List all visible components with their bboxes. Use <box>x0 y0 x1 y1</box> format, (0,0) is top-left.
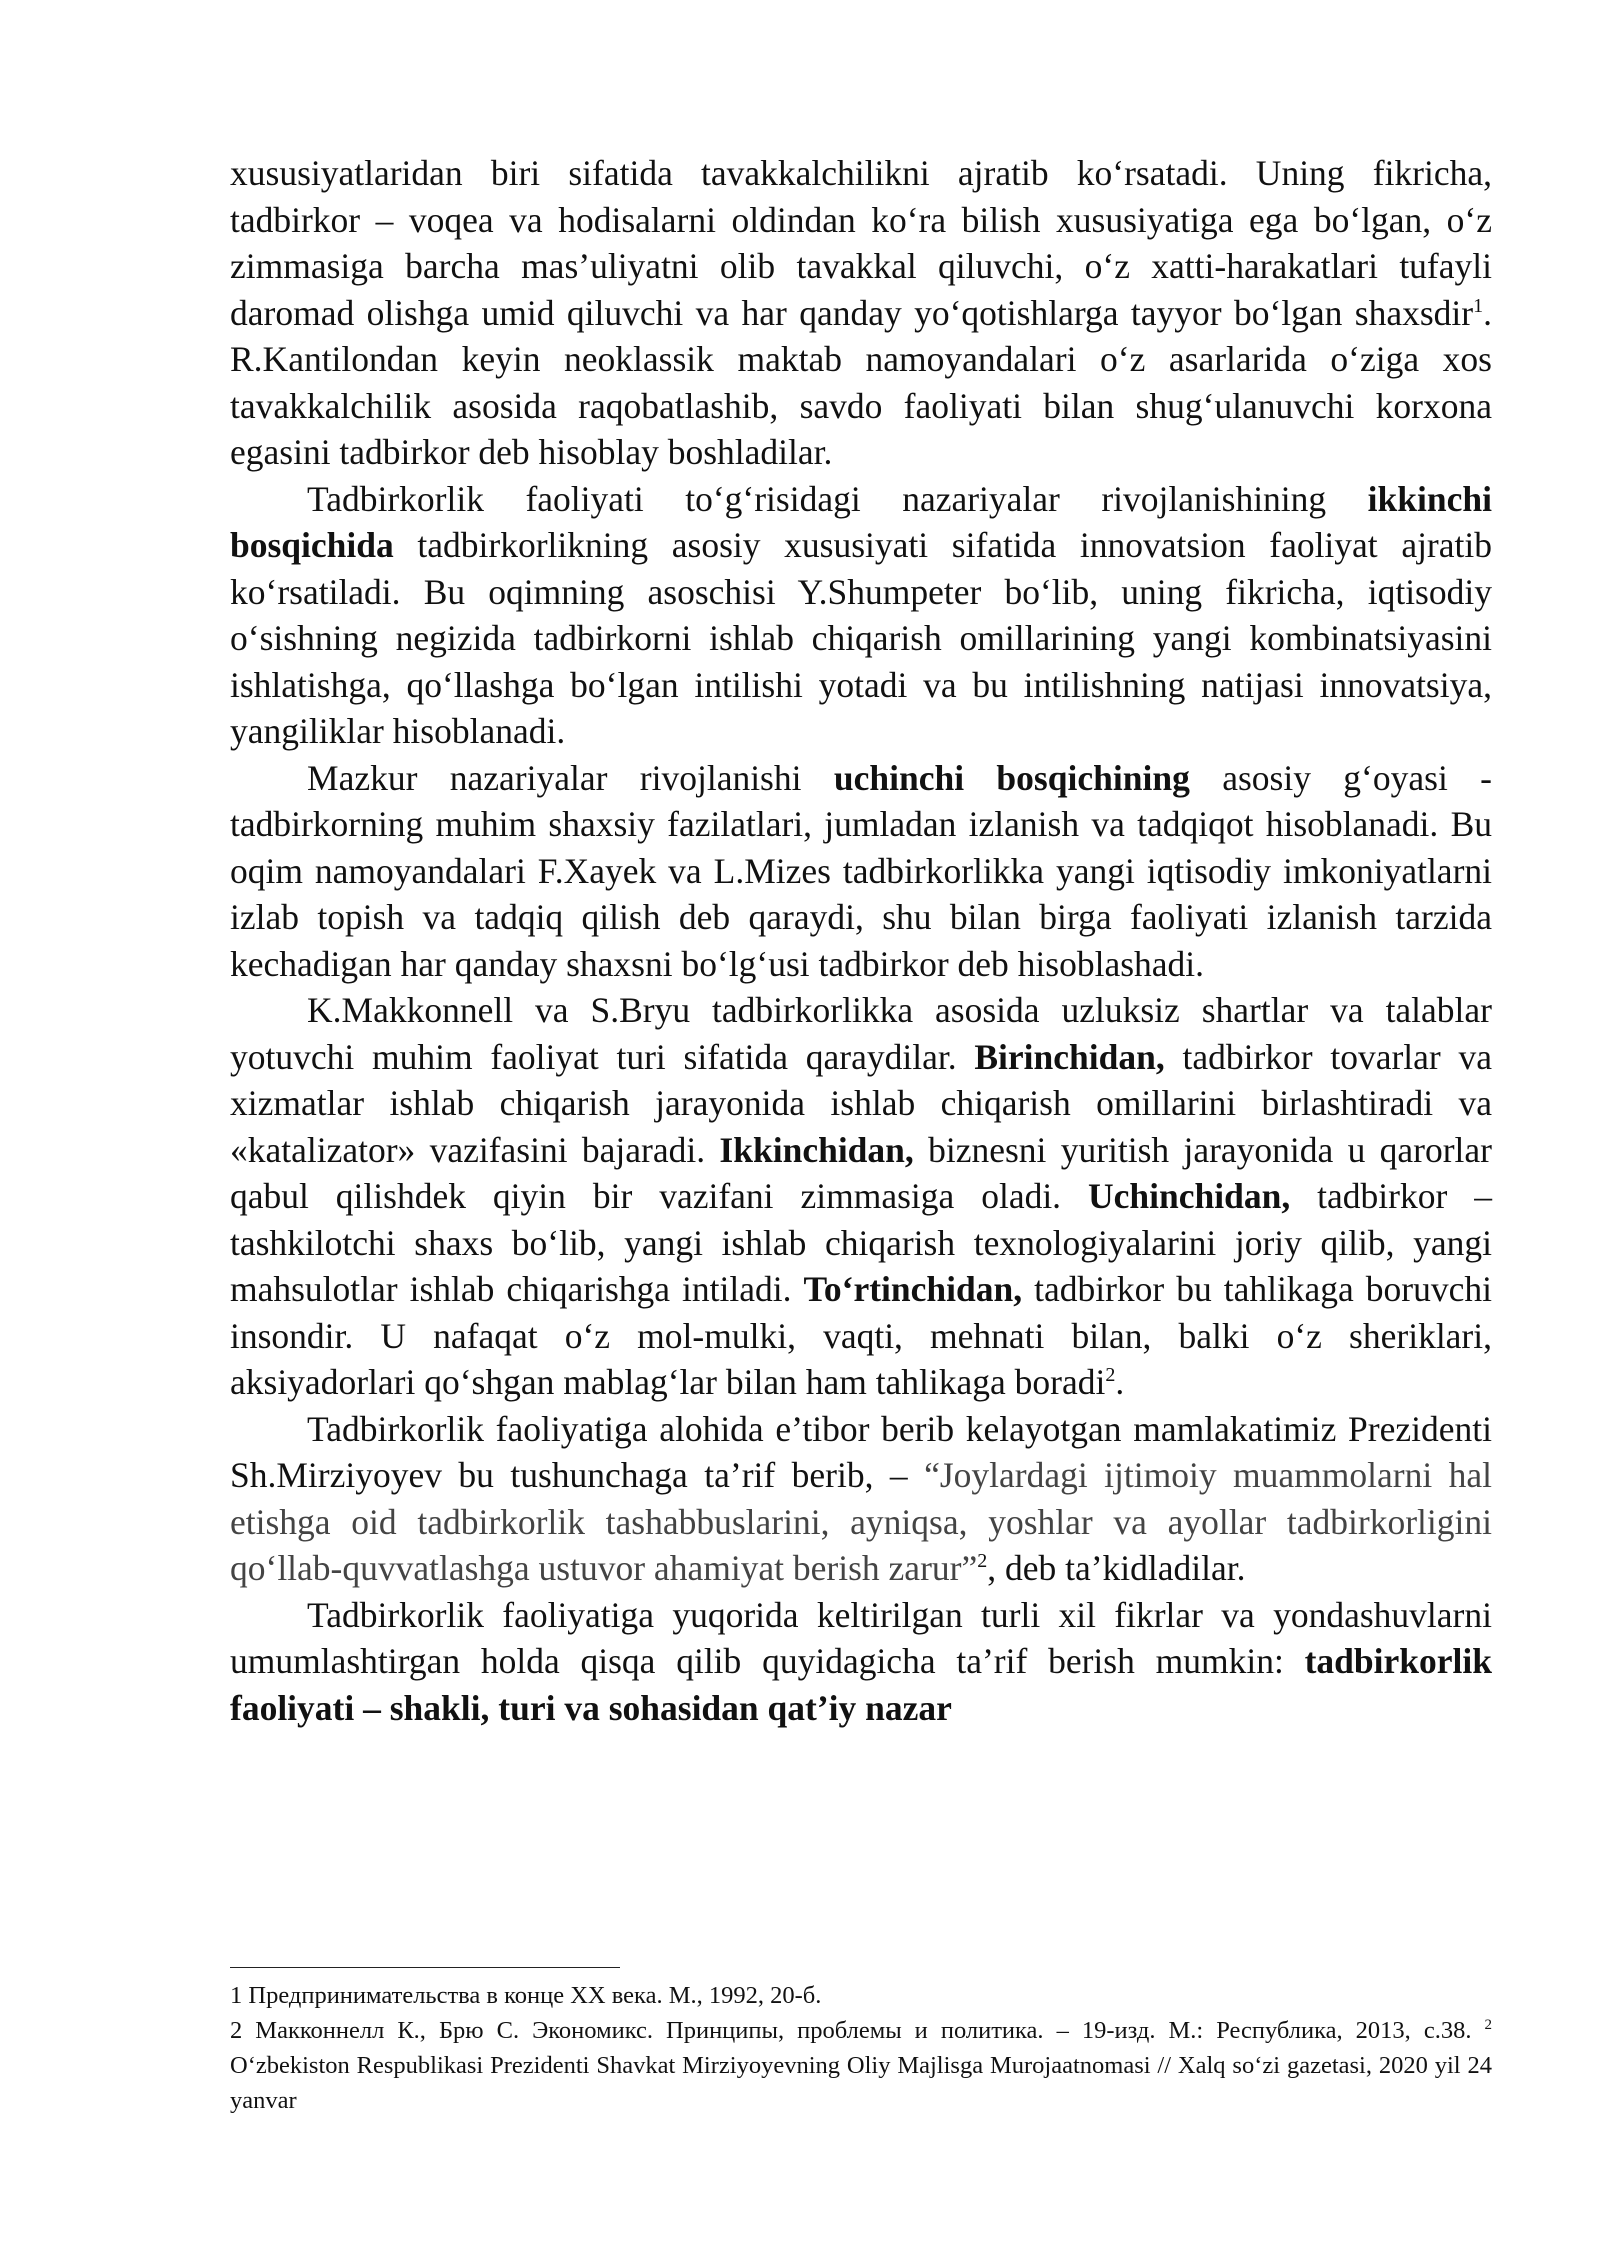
text-run: K.Makkonnell va S.Bryu tadbirkorlikka asosida uzluksiz shartlar va talablar yotuvchi muhim faoliyat turi sifatida qaraydilar. <box>230 990 1492 1077</box>
footnote-marker: 1 <box>1473 294 1484 317</box>
footnote <box>230 2013 1492 2118</box>
text-run: xususiyatlaridan biri sifatida tavakkalchilikni ajratib koʻrsatadi. Uning fikricha, tadbirkor – voqea va hodisalarni oldindan koʻra bilish xususiyatiga ega boʻlgan, oʻz zimmasiga barcha mas’uliyatni olib tavakkal qiluvchi, oʻz xatti-harakatlari tufayli daromad olishga umid qiluvchi va har qanday yoʻqotishlarga tayyor boʻlgan shaxsdir <box>230 153 1492 333</box>
body-text <box>230 150 1492 1731</box>
text-run: tadbirkor tovarlar va xizmatlar ishlab chiqarish jarayonida ishlab chiqarish omillarini birlashtiradi va «katalizator» vazifasini bajaradi. <box>230 1036 1492 1170</box>
text-run: 1 Предпринимательства в конце XX века. М., 1992, 20-б. <box>230 1982 822 2009</box>
bold-text-run: ikkinchi bosqichida <box>230 478 1492 565</box>
text-run: Tadbirkorlik faoliyatiga alohida e’tibor berib kelayotgan mamlakatimiz Prezidenti Sh.Mirziyoyev bu tushunchaga ta’rif berib, – <box>230 1408 1492 1495</box>
text-run: tadbirkor – tashkilotchi shaxs boʻlib, yangi ishlab chiqarish texnologiyalarini joriy qilib, yangi mahsulotlar ishlab chiqarishga intiladi. <box>230 1176 1492 1309</box>
footnote-separator <box>230 1967 620 1968</box>
footnote-marker: 2 <box>1484 2016 1492 2033</box>
text-run: . <box>1115 1362 1125 1402</box>
footnote-marker: 2 <box>1105 1364 1116 1387</box>
bold-text-run: tadbirkorlik faoliyati – shakli, turi va sohasidan qat’iy nazar <box>230 1641 1492 1728</box>
footnote <box>230 1978 1492 2013</box>
text-run: Mazkur nazariyalar rivojlanishi <box>307 757 834 798</box>
bold-text-run: Uchinchidan, <box>1088 1176 1291 1216</box>
text-run: , deb ta’kidladilar. <box>987 1548 1246 1588</box>
bold-text-run: uchinchi bosqichining <box>833 757 1190 798</box>
text-run: tadbirkorlikning asosiy xususiyati sifatida innovatsion faoliyat ajratib koʻrsatiladi. Bu oqimning asoschisi Y.Shumpeter boʻlib, uning fikricha, iqtisodiy oʻsishning negizida tadbirkorni ishlab chiqarish omillarining yangi kombinatsiyasini ishlatishga, qoʻllashga boʻlgan intilishi yotadi va bu intilishning natijasi innovatsiya, yangiliklar hisoblanadi. <box>230 525 1492 751</box>
quotation-run: “Joylardagi ijtimoiy muammolarni hal etishga oid tadbirkorlik tashabbuslarini, ayniqsa, yoshlar va ayollar tadbirkorligini qoʻllab-quvvatlashga ustuvor ahamiyat berish zarur” <box>230 1455 1492 1588</box>
body-paragraph <box>230 1592 1492 1732</box>
bold-text-run: Toʻrtinchidan, <box>803 1269 1023 1309</box>
text-run: asosiy gʻoyasi - tadbirkorning muhim shaxsiy fazilatlari, jumladan izlanish va tadqiqot hisoblanadi. Bu oqim namoyandalari F.Xayek va L.Mizes tadbirkorlikka yangi iqtisodiy imkoniyatlarni izlab topish va tadqiq qilish deb qaraydi, shu bilan birga faoliyati izlanish tarzida kechadigan har qanday shaxsni boʻlgʻusi tadbirkor deb hisoblashadi. <box>230 757 1492 984</box>
body-paragraph <box>230 1406 1492 1592</box>
footnote-marker: 2 <box>977 1550 988 1573</box>
body-paragraph <box>230 755 1492 988</box>
text-run: 2 Макконнелл К., Брю С. Экономикс. Принципы, проблемы и политика. – 19-изд. М.: Республика, 2013, с.38. <box>230 2017 1485 2044</box>
text-run: Tadbirkorlik faoliyati toʻgʻrisidagi nazariyalar rivojlanishining <box>307 478 1368 519</box>
text-run: . R.Kantilondan keyin neoklassik maktab namoyandalari oʻz asarlarida oʻziga xos tavakkalchilik asosida raqobatlashib, savdo faoliyati bilan shugʻulanuvchi korxona egasini tadbirkor deb hisoblay boshladilar. <box>230 292 1492 472</box>
text-run: biznesni yuritish jarayonida u qarorlar qabul qilishdek qiyin bir vazifani zimmasiga oladi. <box>230 1129 1492 1216</box>
footnotes <box>230 1978 1492 2118</box>
text-run: Tadbirkorlik faoliyatiga yuqorida keltirilgan turli xil fikrlar va yondashuvlarni umumlashtirgan holda qisqa qilib quyidagicha ta’rif berish mumkin: <box>230 1594 1492 1681</box>
text-run: tadbirkor bu tahlikaga boruvchi insondir. U nafaqat oʻz mol-mulki, vaqti, mehnati bilan, balki oʻz sheriklari, aksiyadorlari qoʻshgan mablagʻlar bilan ham tahlikaga boradi <box>230 1269 1492 1402</box>
body-paragraph <box>230 987 1492 1406</box>
body-paragraph <box>230 150 1492 476</box>
bold-text-run: Birinchidan, <box>974 1036 1165 1077</box>
bold-text-run: Ikkinchidan, <box>719 1129 914 1170</box>
text-run: Oʻzbekiston Respublikasi Prezidenti Shavkat Mirziyoyevning Oliy Majlisga Murojaatnomasi // Xalq soʻzi gazetasi, 2020 yil 24 yanvar <box>230 2052 1492 2114</box>
body-paragraph <box>230 476 1492 755</box>
